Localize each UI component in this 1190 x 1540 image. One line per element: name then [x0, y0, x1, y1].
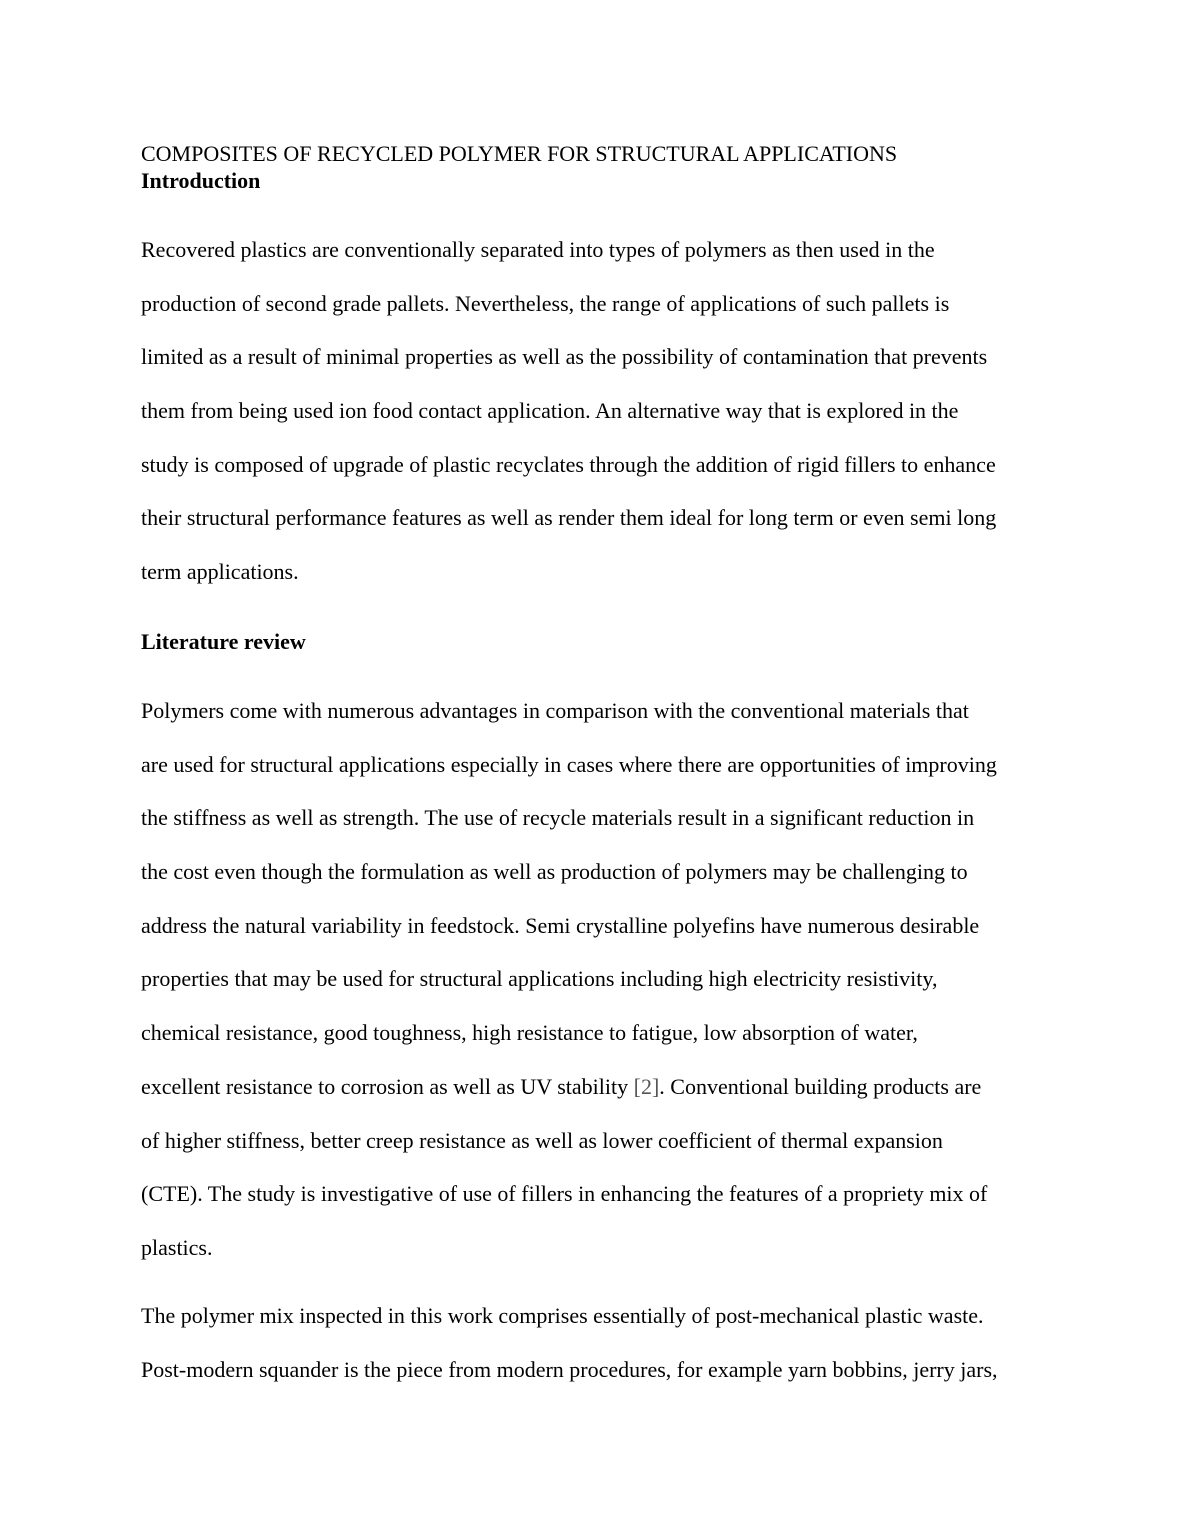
text-line: plastics. [141, 1234, 213, 1260]
text-line: address the natural variability in feedstock. Semi crystalline polyefins have numerous desirable [141, 912, 980, 938]
text-line: the cost even though the formulation as well as production of polymers may be challenging to [141, 859, 968, 885]
text-line: of higher stiffness, better creep resistance as well as lower coefficient of thermal expansion [141, 1127, 943, 1153]
text-line: their structural performance features as well as render them ideal for long term or even semi long [141, 505, 997, 531]
heading-literature-review: Literature review [141, 629, 306, 654]
citation-link[interactable]: [2] [633, 1073, 660, 1099]
paragraph-introduction [141, 223, 996, 599]
text-segment: . Conventional building products are [659, 1073, 982, 1099]
text-line: limited as a result of minimal properties as well as the possibility of contamination that prevents [141, 344, 988, 370]
paragraph-literature-2 [141, 1289, 998, 1396]
text-line: Polymers come with numerous advantages in comparison with the conventional materials that [141, 698, 969, 723]
paragraph-literature-1 [141, 684, 997, 1275]
document-title: COMPOSITES OF RECYCLED POLYMER FOR STRUCTURAL APPLICATIONS [141, 141, 898, 166]
text-line: Recovered plastics are conventionally separated into types of polymers as then used in the [141, 237, 935, 262]
text-line: (CTE). The study is investigative of use of fillers in enhancing the features of a propriety mix of [141, 1181, 988, 1207]
text-line: Post-modern squander is the piece from modern procedures, for example yarn bobbins, jerry jars, [141, 1356, 998, 1382]
text-line: study is composed of upgrade of plastic recyclates through the addition of rigid fillers to enhance [141, 451, 996, 477]
text-line: The polymer mix inspected in this work comprises essentially of post-mechanical plastic waste. [141, 1303, 984, 1328]
text-line: them from being used ion food contact application. An alternative way that is explored in the [141, 398, 959, 424]
text-line: term applications. [141, 559, 299, 585]
text-segment: excellent resistance to corrosion as well as UV stability [141, 1073, 634, 1099]
text-line: properties that may be used for structural applications including high electricity resistivity, [141, 966, 938, 992]
text-line: the stiffness as well as strength. The use of recycle materials result in a significant reduction in [141, 805, 975, 831]
heading-introduction: Introduction [141, 168, 261, 193]
text-line [141, 1060, 997, 1114]
text-line: are used for structural applications especially in cases where there are opportunities of improving [141, 751, 997, 777]
text-line: chemical resistance, good toughness, high resistance to fatigue, low absorption of water, [141, 1020, 918, 1046]
text-line: production of second grade pallets. Nevertheless, the range of applications of such pallets is [141, 290, 950, 316]
